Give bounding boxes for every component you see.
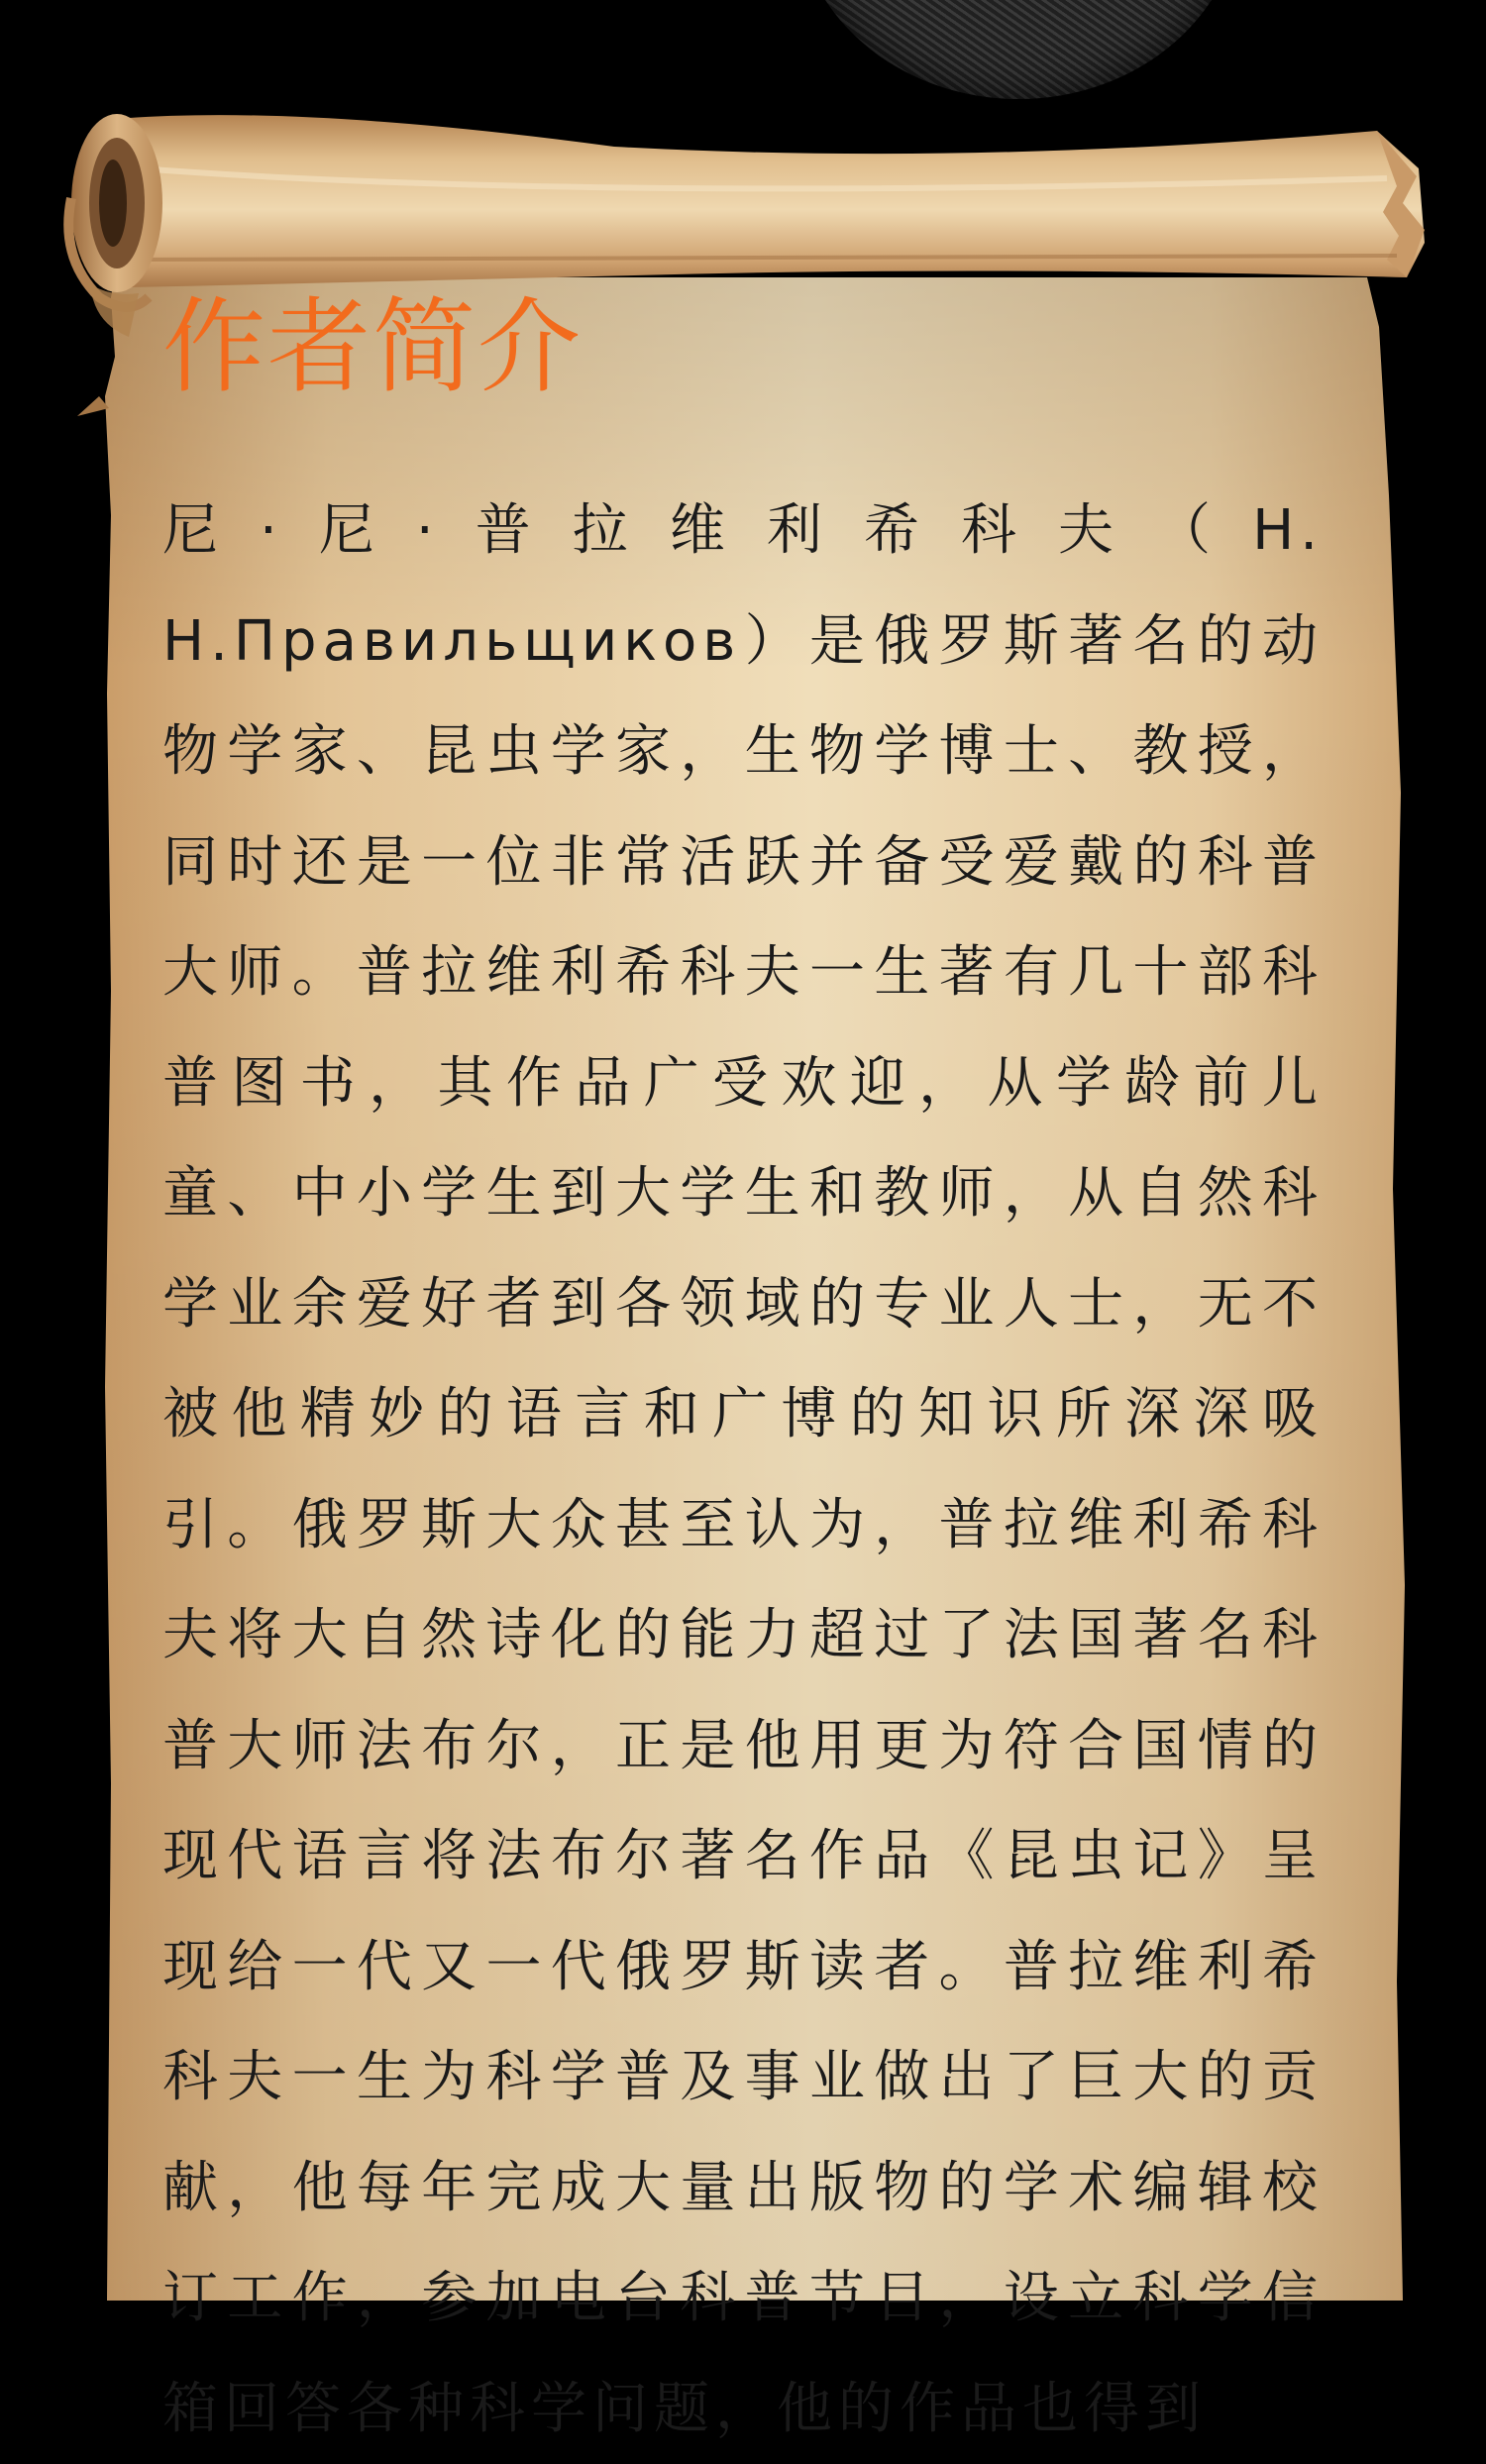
scroll-top-roll	[117, 115, 1425, 287]
author-intro-section	[162, 287, 1324, 2464]
author-bio-paragraph: 尼·尼·普拉维利希科夫（Н. Н.Правильщиков）是俄罗斯著名的动物学家、昆虫学家，生物学博士、教授，同时还是一位非常活跃并备受爱戴的科普大师。普拉维利希科夫一生著有几十部科普图书，其作品广受欢迎，从学龄前儿童、中小学生到大学生和教师，从自然科学业余爱好者到各领域的专业人士，无不被他精妙的语言和广博的知识所深深吸引。俄罗斯大众甚至认为，普拉维利希科夫将大自然诗化的能力超过了法国著名科普大师法布尔，正是他用更为符合国情的现代语言将法布尔著名作品《昆虫记》呈现给一代又一代俄罗斯读者。普拉维利希科夫一生为科学普及事业做出了巨大的贡献，他每年完成大量出版物的学术编辑校订工作，参加电台科普节目，设立科学信箱回答各种科学问题，他的作品也得到	[162, 498, 1324, 2441]
section-title: 作者简介	[162, 286, 584, 407]
